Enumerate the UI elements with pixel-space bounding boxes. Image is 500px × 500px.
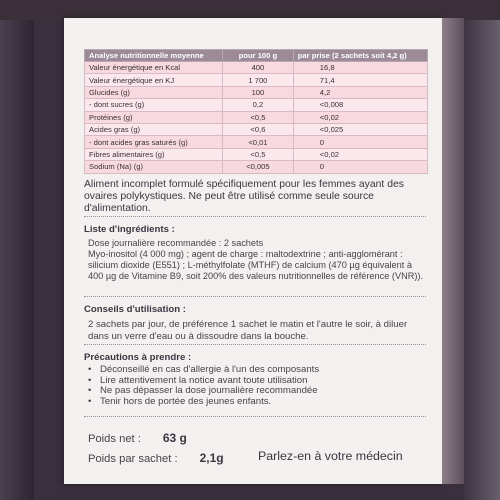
value-per-serving: <0,025 bbox=[293, 123, 427, 135]
value-per-100g: <0,01 bbox=[223, 136, 294, 148]
precautions-list bbox=[88, 365, 424, 407]
value-per-100g: <0,005 bbox=[223, 161, 294, 173]
precautions-heading: Précautions à prendre : bbox=[84, 352, 192, 363]
table-row bbox=[85, 136, 428, 148]
value-per-100g: 400 bbox=[223, 62, 294, 74]
value-per-100g: 0,2 bbox=[223, 99, 294, 111]
header-per-100g: pour 100 g bbox=[223, 50, 294, 62]
value-per-100g: 1 700 bbox=[223, 74, 294, 86]
section-divider bbox=[84, 344, 426, 345]
ingredients-dose: Dose journalière recommandée : 2 sachets bbox=[88, 238, 264, 248]
sachet-weight bbox=[88, 451, 224, 465]
nutrition-table bbox=[84, 49, 428, 174]
value-per-100g: <0,5 bbox=[223, 148, 294, 160]
package-side-edge bbox=[442, 18, 464, 484]
nutrient-name: Sodium (Na) (g) bbox=[85, 161, 223, 173]
nutrient-name: Valeur énergétique en KJ bbox=[85, 74, 223, 86]
nutrient-name: Protéines (g) bbox=[85, 111, 223, 123]
net-weight-label: Poids net : bbox=[88, 433, 141, 445]
value-per-serving: 71,4 bbox=[293, 74, 427, 86]
sachet-weight-label: Poids par sachet : bbox=[88, 453, 178, 465]
value-per-100g: <0,5 bbox=[223, 111, 294, 123]
net-weight bbox=[88, 431, 187, 445]
background-left bbox=[0, 0, 34, 500]
intro-text: Aliment incomplet formulé spécifiquement pour les femmes ayant des ovaires polykystiques. Ne peut être utilisé comme seule source d'alimentation. bbox=[84, 179, 404, 214]
list-item: • Ne pas dépasser la dose journalière recommandée bbox=[88, 386, 424, 397]
list-item: • Tenir hors de portée des jeunes enfants. bbox=[88, 397, 424, 408]
nutrient-name: Acides gras (g) bbox=[85, 123, 223, 135]
nutrient-name: Valeur énergétique en Kcal bbox=[85, 62, 223, 74]
header-per-serving: par prise (2 sachets soit 4,2 g) bbox=[293, 50, 427, 62]
header-analysis: Analyse nutritionnelle moyenne bbox=[85, 50, 223, 62]
value-per-100g: <0,6 bbox=[223, 123, 294, 135]
background-top bbox=[0, 0, 500, 20]
ingredients-body: Myo-inositol (4 000 mg) ; agent de charge : maltodextrine ; anti-agglomérant : silicium dioxide (E551) ; L-méthylfolate (MTHF) de calcium (470 µg équivalent à 400 µg de Vitamine B9, soit 200% des valeurs nutritionnelles de référence (VNR)). bbox=[88, 249, 424, 281]
value-per-100g: 100 bbox=[223, 86, 294, 98]
usage-text: 2 sachets par jour, de préférence 1 sachet le matin et l'autre le soir, à diluer dans un verre d'eau ou à dissoudre dans la bouche. bbox=[88, 319, 408, 342]
nutrient-name: - dont acides gras saturés (g) bbox=[85, 136, 223, 148]
value-per-serving: 0 bbox=[293, 161, 427, 173]
nutrient-name: - dont sucres (g) bbox=[85, 99, 223, 111]
nutrient-name: Fibres alimentaires (g) bbox=[85, 148, 223, 160]
value-per-serving: <0,008 bbox=[293, 99, 427, 111]
section-divider bbox=[84, 416, 426, 417]
sachet-weight-value: 2,1g bbox=[199, 451, 224, 465]
table-row bbox=[85, 74, 428, 86]
nutrition-table-header bbox=[85, 50, 428, 62]
value-per-serving: 4,2 bbox=[293, 86, 427, 98]
net-weight-value: 63 g bbox=[162, 431, 187, 445]
usage-heading: Conseils d'utilisation : bbox=[84, 304, 186, 315]
background-right bbox=[464, 0, 500, 500]
section-divider bbox=[84, 296, 426, 297]
table-row bbox=[85, 99, 428, 111]
list-item: • Déconseillé en cas d'allergie à l'un des composants bbox=[88, 365, 424, 376]
table-row bbox=[85, 111, 428, 123]
nutrient-name: Glucides (g) bbox=[85, 86, 223, 98]
table-row bbox=[85, 62, 428, 74]
value-per-serving: <0,02 bbox=[293, 111, 427, 123]
table-row bbox=[85, 86, 428, 98]
list-item: • Lire attentivement la notice avant toute utilisation bbox=[88, 376, 424, 387]
ingredients-text bbox=[88, 238, 424, 282]
value-per-serving: <0,02 bbox=[293, 148, 427, 160]
table-row bbox=[85, 148, 428, 160]
doctor-note: Parlez-en à votre médecin bbox=[258, 449, 403, 463]
ingredients-heading: Liste d'ingrédients : bbox=[84, 224, 175, 235]
table-row bbox=[85, 123, 428, 135]
value-per-serving: 0 bbox=[293, 136, 427, 148]
table-row bbox=[85, 161, 428, 173]
value-per-serving: 16,8 bbox=[293, 62, 427, 74]
section-divider bbox=[84, 216, 426, 217]
